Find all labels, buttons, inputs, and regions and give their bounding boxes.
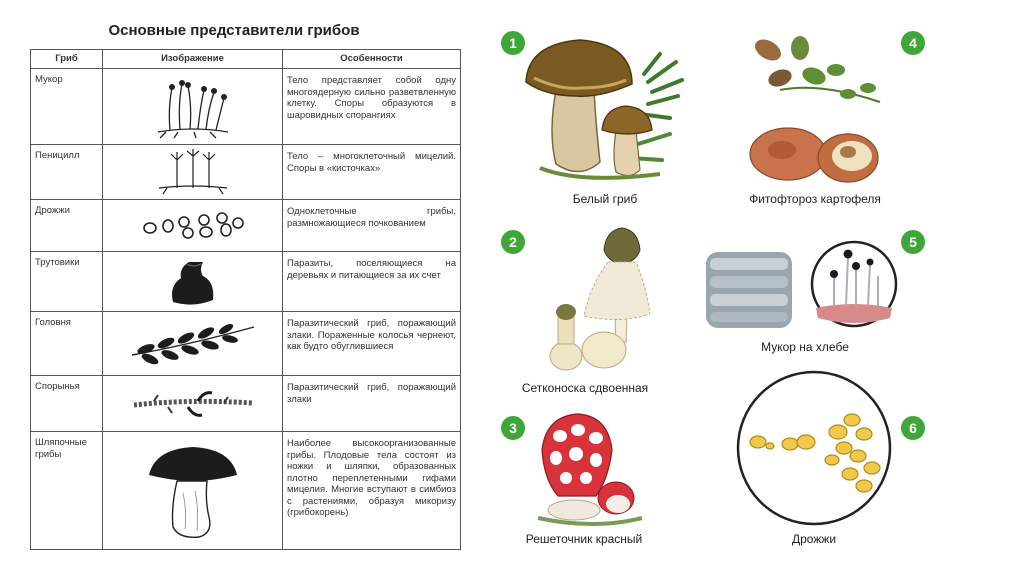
stinkhorn-illustration [540, 226, 650, 374]
number-badge: 1 [501, 31, 525, 55]
fungus-description: Одноклеточные грибы, размножающиеся почкованием [283, 200, 461, 252]
ergot-sketch [103, 376, 283, 432]
number-badge: 2 [501, 230, 525, 254]
fungus-description: Тело – многоклеточный мицелий. Споры в «кисточках» [283, 145, 461, 200]
potato-blight-illustration [740, 30, 890, 190]
caption: Дрожжи [791, 532, 837, 546]
number-badge: 3 [501, 416, 525, 440]
cap-mushroom-sketch [103, 432, 283, 550]
table-header-row [31, 50, 461, 69]
fungus-description: Тело представляет собой одну многоядерную сильно разветвленную клетку. Споры образуются в шаровидных спорангиях [283, 69, 461, 145]
fungus-name: Пеницилл [31, 145, 103, 200]
yeast-illustration [734, 368, 894, 528]
mucor-sketch [103, 69, 283, 145]
penicillium-sketch [103, 145, 283, 200]
fungi-table [30, 49, 461, 550]
header-features: Особенности [283, 50, 461, 69]
fungus-description: Паразитический гриб, поражающий злаки [283, 376, 461, 432]
caption: Белый гриб [572, 192, 638, 206]
smut-sketch [103, 312, 283, 376]
red-cage-fungus-illustration [534, 410, 646, 528]
fungus-description: Паразитический гриб, поражающий злаки. Пораженные колосья чернеют, как будто обуглившиеся [283, 312, 461, 376]
fungus-description: Наиболее высокоорганизованные грибы. Плодовые тела состоят из ножки и шляпки, образованных плотно переплетенными гифами мицелия. Многие вступают в симбиоз с растениями, образуя микоризу (грибокорень) [283, 432, 461, 550]
yeast-sketch [103, 200, 283, 252]
porcini-illustration [520, 34, 690, 184]
fungus-name: Дрожжи [31, 200, 103, 252]
table-row [31, 145, 461, 200]
fungus-name: Спорынья [31, 376, 103, 432]
table-row [31, 200, 461, 252]
number-badge: 6 [901, 416, 925, 440]
fungus-name: Трутовики [31, 252, 103, 312]
caption: Сетконоска сдвоенная [521, 381, 649, 395]
fungus-name: Головня [31, 312, 103, 376]
number-badge: 5 [901, 230, 925, 254]
mucor-bread-illustration [700, 236, 900, 336]
polypore-sketch [103, 252, 283, 312]
table-row [31, 252, 461, 312]
fungus-name: Шляпочные грибы [31, 432, 103, 550]
fungus-name: Мукор [31, 69, 103, 145]
table-row [31, 312, 461, 376]
table-row [31, 376, 461, 432]
header-fungus: Гриб [31, 50, 103, 69]
table-row [31, 69, 461, 145]
caption: Решеточник красный [525, 532, 643, 546]
table-row [31, 432, 461, 550]
header-image: Изображение [103, 50, 283, 69]
number-badge: 4 [901, 31, 925, 55]
table-title: Основные представители грибов [108, 22, 360, 39]
caption: Фитофтороз картофеля [749, 192, 881, 206]
caption: Мукор на хлебе [761, 340, 849, 354]
fungus-description: Паразиты, поселяющиеся на деревьях и питающиеся за их счет [283, 252, 461, 312]
